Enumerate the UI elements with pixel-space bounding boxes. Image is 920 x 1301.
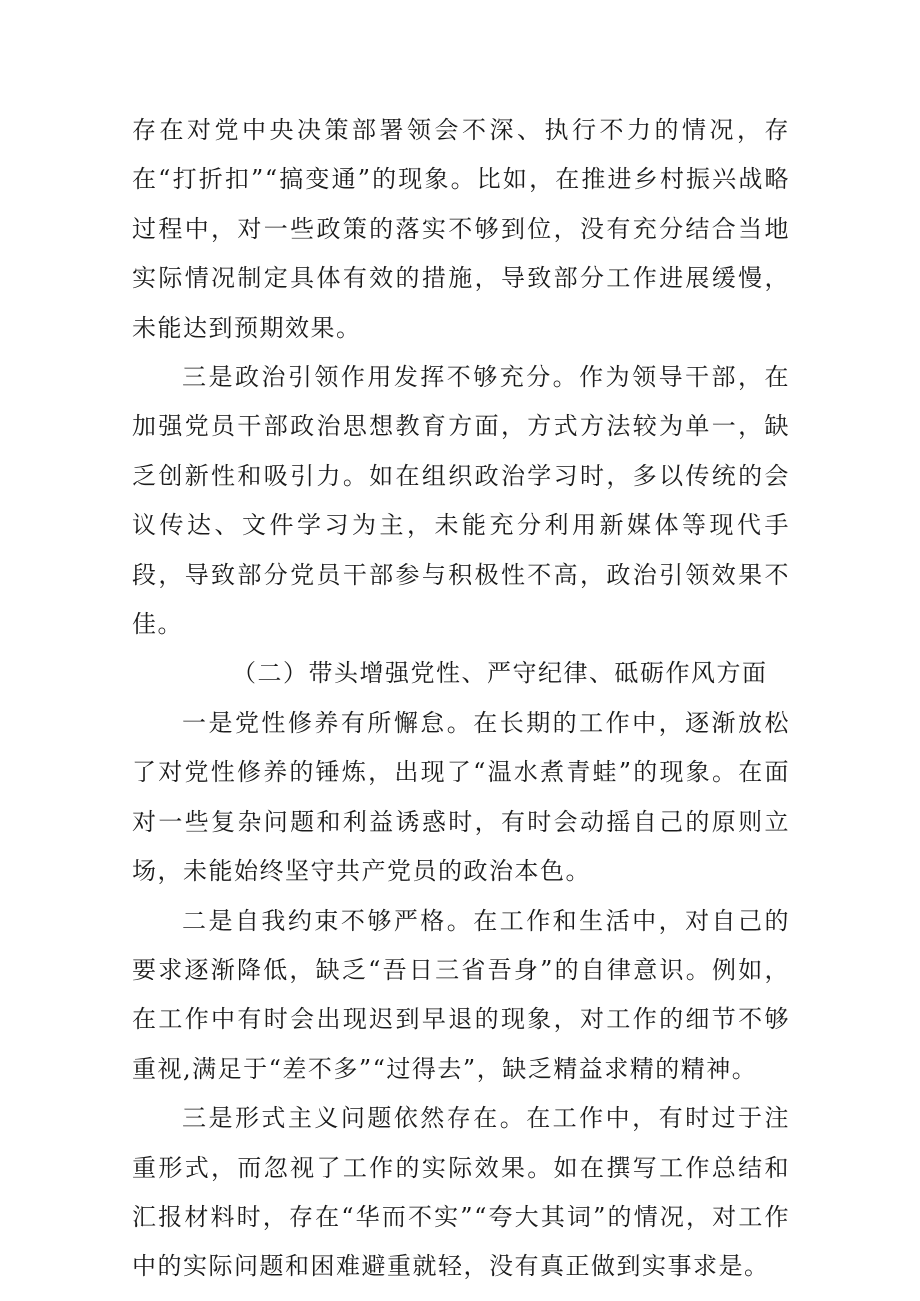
paragraph-continuation: 存在对党中央决策部署领会不深、执行不力的情况，存在“打折扣”“搞变通”的现象。比如，在推进乡村振兴战略过程中，对一些政策的落实不够到位，没有充分结合当地实际情况制定具体有效的措施，导致部分工作进展缓慢，未能达到预期效果。: [132, 116, 790, 342]
section-heading: （二）带头增强党性、严守纪律、砥砺作风方面: [232, 659, 768, 688]
paragraph-formalism: 三是形式主义问题依然存在。在工作中，有时过于注重形式，而忽视了工作的实际效果。如在撰写工作总结和汇报材料时，存在“华而不实”“夸大其词”的情况，对工作中的实际问题和困难避重就轻，没有真正做到实事求是。: [132, 1104, 790, 1281]
paragraph-self-discipline: 二是自我约束不够严格。在工作和生活中，对自己的要求逐渐降低，缺乏“吾日三省吾身”的自律意识。例如，在工作中有时会出现迟到早退的现象，对工作的细节不够重视,满足于“差不多”“过得去”，缺乏精益求精的精神。: [132, 906, 790, 1083]
paragraph-party-spirit: 一是党性修养有所懈怠。在长期的工作中，逐渐放松了对党性修养的锤炼，出现了“温水煮青蛙”的现象。在面对一些复杂问题和利益诱惑时，有时会动摇自己的原则立场，未能始终坚守共产党员的政治本色。: [132, 708, 790, 886]
paragraph-political-guidance: 三是政治引领作用发挥不够充分。作为领导干部，在加强党员干部政治思想教育方面，方式方法较为单一，缺乏创新性和吸引力。如在组织政治学习时，多以传统的会议传达、文件学习为主，未能充分利用新媒体等现代手段，导致部分党员干部参与积极性不高，政治引领效果不佳。: [132, 363, 790, 639]
